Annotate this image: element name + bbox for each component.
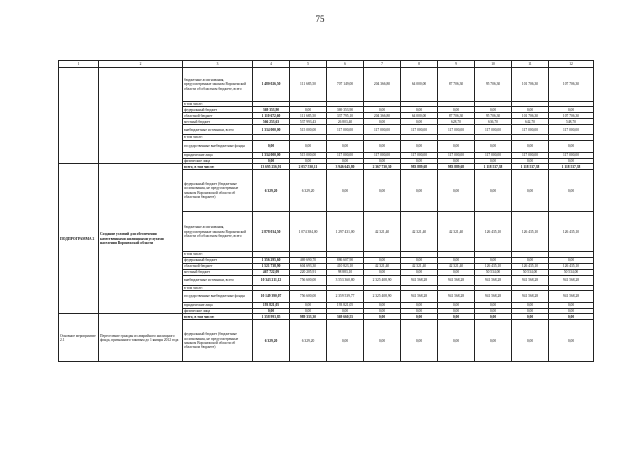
amount-cell: 42 321,40: [438, 263, 475, 269]
amount-cell: 1 110 672,60: [253, 113, 290, 119]
amount-cell: 0,00: [327, 320, 364, 362]
amount-cell: 0,00: [364, 119, 401, 125]
amount-cell: 515 000,00: [290, 125, 327, 135]
source-label: федеральный бюджет (бюджетные ассигнования, не предусмотренные законом Воронежской области об областном бюджете): [183, 170, 253, 212]
amount-cell: 13 695 256,91: [253, 164, 290, 170]
amount-cell: 0,00: [438, 269, 475, 275]
amount-cell: 0,00: [364, 170, 401, 212]
amount-cell: 0,00: [364, 140, 401, 152]
amount-cell: 2 367 730,30: [364, 164, 401, 170]
amount-cell: 101 706,30: [512, 113, 549, 119]
column-number: 7: [364, 61, 401, 68]
amount-cell: 537 993,43: [290, 119, 327, 125]
amount-cell: 0,00: [401, 158, 438, 163]
amount-cell: 0,00: [401, 314, 438, 320]
amount-cell: 3 553 360,80: [327, 275, 364, 285]
amount-cell: 0,00: [438, 107, 475, 113]
amount-cell: 64 000,00: [401, 68, 438, 102]
amount-cell: 107 706,30: [549, 113, 594, 119]
amount-cell: 0,00: [401, 107, 438, 113]
source-label: в том числе:: [183, 135, 253, 140]
amount-cell: 0,00: [438, 320, 475, 362]
amount-cell: 204 366,80: [364, 68, 401, 102]
amount-cell: 0,00: [401, 257, 438, 263]
amount-cell: 42 321,40: [401, 263, 438, 269]
amount-cell: 941 568,28: [401, 291, 438, 303]
amount-cell: 707 149,00: [327, 68, 364, 102]
amount-cell: 636,70: [475, 119, 512, 125]
amount-cell: 126 435,10: [475, 263, 512, 269]
amount-cell: 0,00: [512, 309, 549, 314]
amount-cell: 0,00: [438, 158, 475, 163]
amount-cell: 0,00: [401, 303, 438, 309]
amount-cell: 469 690,70: [290, 257, 327, 263]
table-row: [59, 68, 594, 102]
amount-cell: 515 000,00: [290, 152, 327, 158]
source-label: физические лица: [183, 158, 253, 163]
page-number: 75: [315, 14, 325, 24]
column-number: 10: [475, 61, 512, 68]
amount-cell: 0,00: [512, 257, 549, 263]
amount-cell: 0,00: [512, 314, 549, 320]
amount-cell: 941 568,28: [549, 275, 594, 285]
amount-cell: 410 823,10: [327, 263, 364, 269]
column-number: 2: [99, 61, 183, 68]
amount-cell: 117 000,00: [327, 125, 364, 135]
column-number: 6: [327, 61, 364, 68]
amount-cell: 0,00: [512, 320, 549, 362]
source-label: внебюджетные источники, всего: [183, 125, 253, 135]
amount-cell: 0,00: [475, 309, 512, 314]
source-label: федеральный бюджет: [183, 107, 253, 113]
amount-cell: 220 205,91: [290, 269, 327, 275]
amount-cell: 0,00: [401, 170, 438, 212]
amount-cell: 117 000,00: [401, 125, 438, 135]
amount-cell: 6 329,20: [290, 170, 327, 212]
source-label: местный бюджет: [183, 119, 253, 125]
amount-cell: 204 366,80: [364, 113, 401, 119]
amount-cell: 337 795,10: [327, 113, 364, 119]
amount-cell: 0,00: [475, 257, 512, 263]
source-label: государственные внебюджетные фонды: [183, 140, 253, 152]
amount-cell: 126 435,10: [475, 212, 512, 252]
amount-cell: 0,00: [512, 170, 549, 212]
source-label: всего, в том числе:: [183, 164, 253, 170]
source-label: областной бюджет: [183, 113, 253, 119]
amount-cell: 0,00: [475, 140, 512, 152]
amount-cell: 126 435,10: [512, 212, 549, 252]
amount-cell: 0,00: [364, 314, 401, 320]
amount-cell: 0,00: [549, 257, 594, 263]
amount-cell: 87 706,30: [438, 68, 475, 102]
amount-cell: 117 000,00: [512, 125, 549, 135]
source-label: областной бюджет: [183, 263, 253, 269]
amount-cell: 0,00: [549, 170, 594, 212]
amount-cell: 941 568,28: [475, 275, 512, 285]
amount-cell: 0,00: [475, 107, 512, 113]
amount-cell: 0,00: [512, 140, 549, 152]
amount-cell: 1 074 384,00: [290, 212, 327, 252]
row-name: [99, 68, 183, 164]
amount-cell: 0,00: [549, 140, 594, 152]
amount-cell: 941 568,28: [549, 291, 594, 303]
amount-cell: 0,00: [401, 309, 438, 314]
amount-cell: 1 521 738,90: [253, 263, 290, 269]
amount-cell: 0,00: [438, 303, 475, 309]
amount-cell: 10 149 390,07: [253, 291, 290, 303]
amount-cell: 42 321,40: [438, 212, 475, 252]
amount-cell: 2 878 034,50: [253, 212, 290, 252]
amount-cell: 0,00: [327, 158, 364, 163]
source-label: физические лица: [183, 309, 253, 314]
amount-cell: 566 253,63: [253, 119, 290, 125]
source-label: федеральный бюджет (бюджетные ассигнования, не предусмотренные законом Воронежской области об областном бюджете): [183, 320, 253, 362]
amount-cell: 2 325 408,90: [364, 275, 401, 285]
amount-cell: 0,00: [364, 303, 401, 309]
amount-cell: 0,00: [290, 140, 327, 152]
amount-cell: 117 000,00: [364, 152, 401, 158]
amount-cell: 0,00: [401, 140, 438, 152]
amount-cell: 0,00: [253, 140, 290, 152]
source-label: государственные внебюджетные фонды: [183, 291, 253, 303]
amount-cell: 0,00: [401, 320, 438, 362]
amount-cell: 0,00: [290, 303, 327, 309]
amount-cell: 989 333,30: [290, 314, 327, 320]
header-row: [59, 61, 594, 68]
amount-cell: 1 356 295,60: [253, 257, 290, 263]
amount-cell: 2 325 408,90: [364, 291, 401, 303]
row-code: ПОДПРОГРАММА 2: [59, 164, 99, 314]
amount-cell: 0,00: [253, 309, 290, 314]
amount-cell: 0,00: [438, 170, 475, 212]
amount-cell: 604 693,30: [290, 263, 327, 269]
amount-cell: 126 435,10: [549, 263, 594, 269]
amount-cell: 628,70: [438, 119, 475, 125]
amount-cell: 0,00: [512, 158, 549, 163]
amount-cell: 117 000,00: [475, 125, 512, 135]
column-number: 9: [438, 61, 475, 68]
amount-cell: 941 568,28: [438, 275, 475, 285]
amount-cell: 0,00: [327, 170, 364, 212]
amount-cell: 0,00: [290, 107, 327, 113]
amount-cell: 117 000,00: [512, 152, 549, 158]
amount-cell: 1 334 000,00: [253, 152, 290, 158]
amount-cell: 941 568,28: [512, 291, 549, 303]
amount-cell: 6 329,20: [253, 320, 290, 362]
amount-cell: 126 435,10: [549, 212, 594, 252]
budget-table: [58, 60, 594, 362]
amount-cell: 0,00: [253, 158, 290, 163]
column-number: 11: [512, 61, 549, 68]
amount-cell: 2 359 539,77: [327, 291, 364, 303]
amount-cell: 117 000,00: [327, 152, 364, 158]
amount-cell: 111 685,50: [290, 68, 327, 102]
amount-cell: 0,00: [549, 309, 594, 314]
amount-cell: 2 057 530,11: [290, 164, 327, 170]
amount-cell: 642,70: [512, 119, 549, 125]
amount-cell: 193 821,05: [253, 303, 290, 309]
amount-cell: 0,00: [549, 303, 594, 309]
source-label: в том числе:: [183, 285, 253, 290]
amount-cell: 50 534,00: [475, 269, 512, 275]
amount-cell: 1 480 026,50: [253, 68, 290, 102]
amount-cell: 1 334 000,00: [253, 125, 290, 135]
source-label: внебюджетные источники, всего: [183, 275, 253, 285]
amount-cell: 87 706,30: [438, 113, 475, 119]
amount-cell: 0,00: [549, 320, 594, 362]
amount-cell: 0,00: [549, 107, 594, 113]
amount-cell: 0,00: [475, 158, 512, 163]
row-name: Переселение граждан из аварийного жилищного фонда, признанного таковым до 1 января 2012 года: [99, 314, 183, 362]
amount-cell: 117 000,00: [438, 125, 475, 135]
amount-cell: 1 297 431,00: [327, 212, 364, 252]
row-code: [59, 68, 99, 164]
amount-cell: 0,00: [512, 303, 549, 309]
amount-cell: 42 321,40: [364, 212, 401, 252]
amount-cell: 10 343 211,12: [253, 275, 290, 285]
amount-cell: 0,00: [549, 158, 594, 163]
row-code: Основное мероприятие 2.1: [59, 314, 99, 362]
amount-cell: 6 329,20: [253, 170, 290, 212]
amount-cell: 26 803,40: [327, 119, 364, 125]
amount-cell: 369 660,55: [327, 314, 364, 320]
column-number: 5: [290, 61, 327, 68]
amount-cell: 111 685,50: [290, 113, 327, 119]
amount-cell: 0,00: [401, 269, 438, 275]
amount-cell: 117 000,00: [475, 152, 512, 158]
amount-cell: 0,00: [475, 320, 512, 362]
amount-cell: 98 883,10: [327, 269, 364, 275]
amount-cell: 1 118 537,38: [512, 164, 549, 170]
source-label: бюджетные ассигнования, предусмотренные законом Воронежской области об областном бюджете, всего: [183, 68, 253, 102]
amount-cell: 117 000,00: [549, 152, 594, 158]
source-label: юридические лица: [183, 152, 253, 158]
amount-cell: 117 000,00: [401, 152, 438, 158]
amount-cell: 42 321,40: [401, 212, 438, 252]
source-label: в том числе:: [183, 102, 253, 107]
amount-cell: 95 706,30: [475, 68, 512, 102]
row-name: Создание условий для обеспечения качественными жилищными услугами населения Воронежской области: [99, 164, 183, 314]
amount-cell: 941 568,28: [475, 291, 512, 303]
amount-cell: 1 118 537,38: [475, 164, 512, 170]
source-label: всего, в том числе:: [183, 314, 253, 320]
amount-cell: 0,00: [364, 320, 401, 362]
amount-cell: 101 706,30: [512, 68, 549, 102]
amount-cell: 64 000,00: [401, 113, 438, 119]
amount-cell: 941 568,28: [401, 275, 438, 285]
amount-cell: 1 358 993,85: [253, 314, 290, 320]
amount-cell: 117 000,00: [549, 125, 594, 135]
amount-cell: 0,00: [364, 269, 401, 275]
amount-cell: 0,00: [327, 140, 364, 152]
amount-cell: 0,00: [438, 257, 475, 263]
amount-cell: 548,70: [549, 119, 594, 125]
amount-cell: 1 118 537,38: [549, 164, 594, 170]
amount-cell: 467 722,09: [253, 269, 290, 275]
amount-cell: 0,00: [438, 140, 475, 152]
amount-cell: 126 435,10: [512, 263, 549, 269]
amount-cell: 941 568,28: [512, 275, 549, 285]
column-number: 3: [183, 61, 253, 68]
source-label: бюджетные ассигнования, предусмотренные законом Воронежской области об областном бюджете, всего: [183, 212, 253, 252]
amount-cell: 117 000,00: [438, 152, 475, 158]
amount-cell: 983 889,68: [401, 164, 438, 170]
amount-cell: 0,00: [438, 309, 475, 314]
source-label: федеральный бюджет: [183, 257, 253, 263]
amount-cell: 50 534,00: [549, 269, 594, 275]
amount-cell: 756 600,00: [290, 291, 327, 303]
column-number: 4: [253, 61, 290, 68]
source-label: в том числе:: [183, 252, 253, 257]
amount-cell: 756 600,00: [290, 275, 327, 285]
amount-cell: 193 821,05: [327, 303, 364, 309]
amount-cell: 0,00: [475, 314, 512, 320]
amount-cell: 886 607,90: [327, 257, 364, 263]
amount-cell: 0,00: [475, 303, 512, 309]
amount-cell: 0,00: [512, 107, 549, 113]
amount-cell: 6 329,20: [290, 320, 327, 362]
source-label: юридические лица: [183, 303, 253, 309]
amount-cell: 941 568,28: [438, 291, 475, 303]
amount-cell: 0,00: [290, 309, 327, 314]
amount-cell: 0,00: [290, 158, 327, 163]
amount-cell: 0,00: [327, 309, 364, 314]
amount-cell: 0,00: [364, 158, 401, 163]
amount-cell: 107 706,30: [549, 68, 594, 102]
amount-cell: 0,00: [549, 314, 594, 320]
amount-cell: 50 534,00: [512, 269, 549, 275]
amount-cell: 3 946 645,80: [327, 164, 364, 170]
amount-cell: 0,00: [364, 107, 401, 113]
amount-cell: 369 353,90: [327, 107, 364, 113]
amount-cell: 369 353,90: [253, 107, 290, 113]
amount-cell: 983 889,68: [438, 164, 475, 170]
column-number: 8: [401, 61, 438, 68]
amount-cell: 42 321,40: [364, 263, 401, 269]
amount-cell: 0,00: [401, 119, 438, 125]
amount-cell: 0,00: [364, 257, 401, 263]
amount-cell: 0,00: [364, 309, 401, 314]
amount-cell: 0,00: [438, 314, 475, 320]
column-number: 12: [549, 61, 594, 68]
column-number: 1: [59, 61, 99, 68]
source-label: местный бюджет: [183, 269, 253, 275]
amount-cell: 117 000,00: [364, 125, 401, 135]
amount-cell: 0,00: [475, 170, 512, 212]
amount-cell: 95 706,30: [475, 113, 512, 119]
